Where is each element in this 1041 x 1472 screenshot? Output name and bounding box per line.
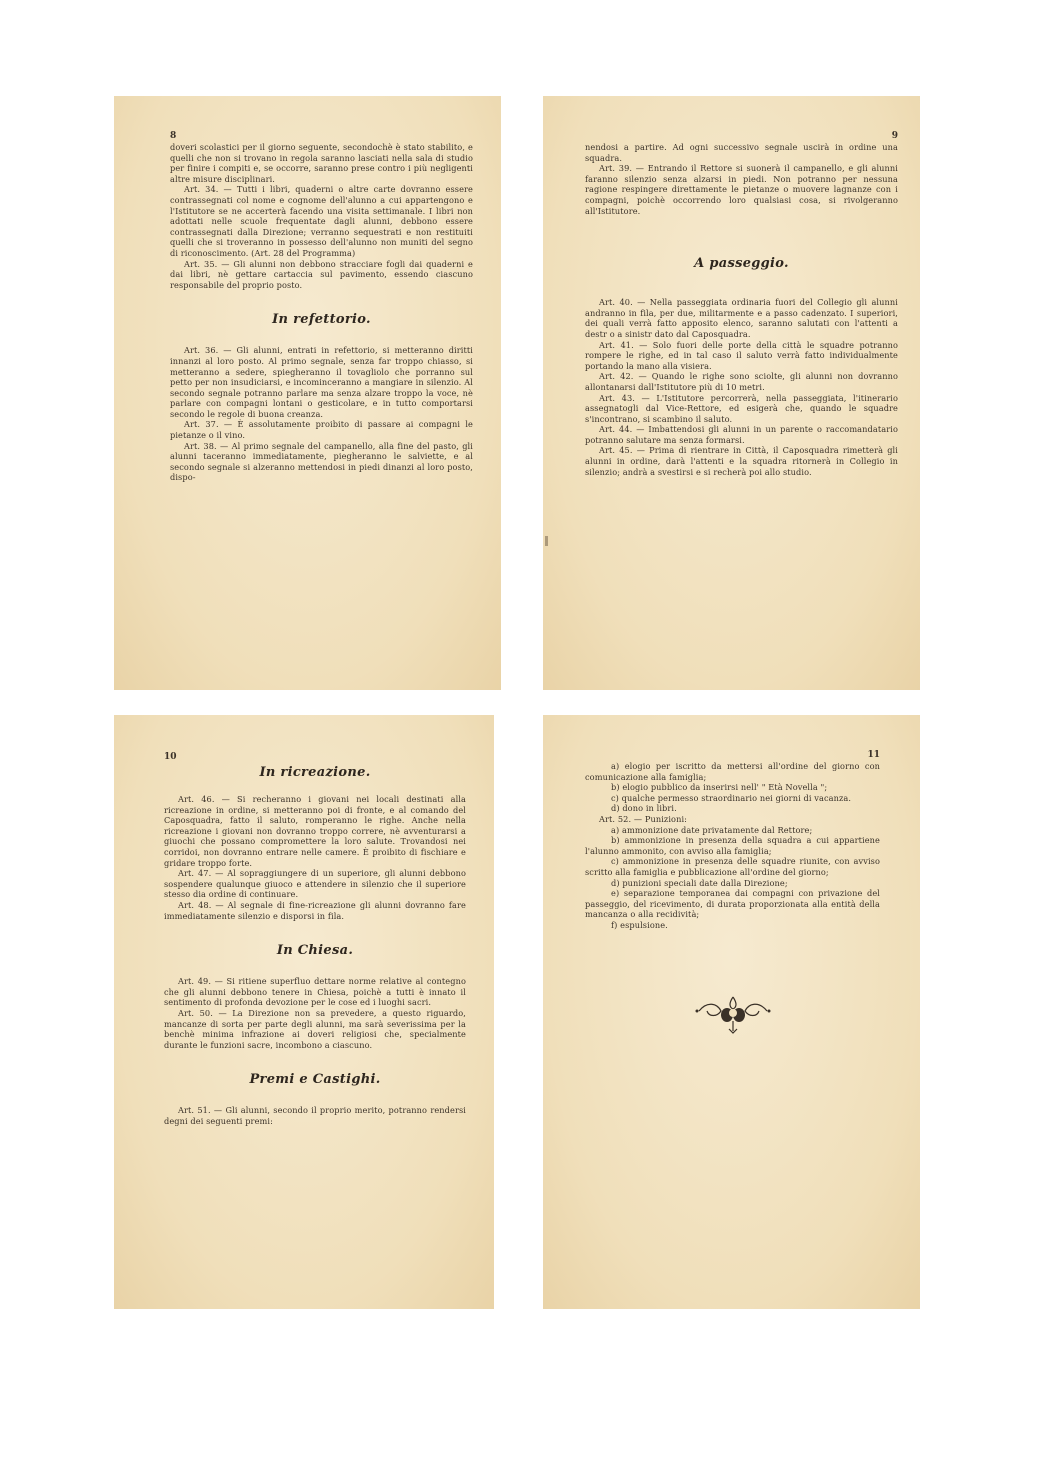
paragraph: doveri scolastici per il giorno seguente, secondochè è stato stabilito, e quelli che non si trovano in regola saranno lasciati nella sala di studio per finire i compiti e, se occorre, saranno prese contro i più negligenti altre misure disciplinari. <box>170 142 473 184</box>
page-number: 9 <box>891 131 898 141</box>
article-39: Art. 39. — Entrando il Rettore si suonerà il campanello, e gli alunni faranno silenzio senza alzarsi in piedi. Non potranno per nessuna ragione respingere direttamente le pietanze o muovere lagnanze con i compagni, poichè occorrendo loro qualsiasi cosa, si rivolgeranno all'Istitutore. <box>585 163 898 216</box>
list-item: b) elogio pubblico da inserirsi nell' " Età Novella "; <box>611 782 828 793</box>
article-38: Art. 38. — Al primo segnale del campanello, alla fine del pasto, gli alunni taceranno immediatamente, piegheranno le salviette, e al secondo segnale si alzeranno mettendosi in piedi dinanzi al loro posto, dispo- <box>170 440 473 483</box>
article-51: Art. 51. — Gli alunni, secondo il proprio merito, potranno rendersi degni dei seguenti premi: <box>164 1105 466 1126</box>
section-heading-premi-castighi: Premi e Castighi. <box>249 1072 381 1088</box>
page-8-body <box>170 142 473 483</box>
page-number: 8 <box>170 131 177 141</box>
page-11 <box>543 715 920 1309</box>
section-heading-passeggio: A passeggio. <box>694 256 789 272</box>
article-36: Art. 36. — Gli alunni, entrati in refettorio, si metteranno diritti innanzi al loro posto. Al primo segnale, senza far troppo chiasso, si metteranno a sedere, spiegheranno il tovagliolo che porranno sul petto per non insudiciarsi, e incominceranno a mangiare in silenzio. Al secondo segnale potranno parlare ma senza alzare troppo la voce, nè parlare con compagni lontani o gesticolare, e in tutto comportarsi secondo le regole di buona creanza. <box>170 345 473 419</box>
article-49: Art. 49. — Si ritiene superfluo dettare norme relative al contegno che gli alunni debbono tenere in Chiesa, poichè a tutti è innato il sentimento di profonda devozione per le cose ed i luoghi sacri. <box>164 976 466 1008</box>
article-40: Art. 40. — Nella passeggiata ordinaria fuori del Collegio gli alunni andranno in fila, per due, militarmente e a passo cadenzato. I superiori, dei quali verrà fatto apposito elenco, saranno salutati con l'attenti a destr o a sinistr dato dal Caposquadra. <box>585 297 898 339</box>
article-35: Art. 35. — Gli alunni non debbono stracciare fogli dai quaderni e dai libri, nè gettare cartaccia sul pavimento, essendo ciascuno responsabile del proprio posto. <box>170 258 473 290</box>
list-item: b) ammonizione in presenza della squadra a cui appartiene l'alunno ammonito, con avviso alla famiglia; <box>585 835 880 856</box>
page-number: 11 <box>867 750 880 760</box>
page-number: 10 <box>164 752 177 762</box>
floral-ornament-icon <box>693 991 773 1035</box>
article-43: Art. 43. — L'Istitutore percorrerà, nella passeggiata, l'itinerario assegnatogli dal Vice-Rettore, ed esigerà che, quando le squadre s'incontrano, si scambino il saluto. <box>585 392 898 424</box>
article-45: Art. 45. — Prima di rientrare in Città, il Caposquadra rimetterà gli alunni in ordine, darà l'attenti e la squadra ritornerà in Collegio in silenzio; andrà a svestirsi e si recherà poi allo studio. <box>585 445 898 477</box>
article-50: Art. 50. — La Direzione non sa prevedere, a questo riguardo, mancanze di sorta per parte degli alunni, ma sarà severissima per la benchè minima infrazione ai doveri religiosi che, specialmente durante le funzioni sacre, incombono a ciascuno. <box>164 1007 466 1050</box>
article-42: Art. 42. — Quando le righe sono sciolte, gli alunni non dovranno allontanarsi dall'Istitutore più di 10 metri. <box>585 371 898 392</box>
list-item: c) qualche permesso straordinario nei giorni di vacanza. <box>611 792 852 803</box>
page-10 <box>114 715 494 1309</box>
list-item: c) ammonizione in presenza delle squadre riunite, con avviso scritto alla famiglia e pubblicazione all'ordine del giorno; <box>585 856 880 877</box>
page-11-body <box>585 761 880 931</box>
article-37: Art. 37. — È assolutamente proibito di passare ai compagni le pietanze o il vino. <box>170 419 473 441</box>
page-9-body <box>585 142 898 477</box>
page-10-body <box>164 765 466 1126</box>
list-item: d) dono in libri. <box>611 803 677 814</box>
list-item: e) separazione temporanea dai compagni con privazione del passeggio, del ricevimento, di durata proporzionata alla entità della mancanza o alla recidività; <box>585 888 880 920</box>
article-48: Art. 48. — Al segnale di fine-ricreazione gli alunni dovranno fare immediatamente silenzio e disporsi in fila. <box>164 899 466 921</box>
article-44: Art. 44. — Imbattendosi gli alunni in un parente o raccomandatario potranno salutare ma senza formarsi. <box>585 424 898 445</box>
list-item: d) punizioni speciali date dalla Direzione; <box>611 877 788 888</box>
page-8 <box>114 96 501 690</box>
section-heading-ricreazione: In ricreazione. <box>259 765 371 780</box>
binding-mark <box>545 536 548 546</box>
article-41: Art. 41. — Solo fuori delle porte della città le squadre potranno rompere le righe, ed in tal caso il saluto verrà fatto individualmente portando la mano alla visiera. <box>585 339 898 371</box>
article-52: Art. 52. — Punizioni: <box>599 813 688 824</box>
paragraph: nendosi a partire. Ad ogni successivo segnale uscirà in ordine una squadra. <box>585 142 898 163</box>
list-item: a) elogio per iscritto da mettersi all'ordine del giorno con comunicazione alla famiglia; <box>585 761 880 782</box>
list-item: a) ammonizione date privatamente dal Rettore; <box>611 824 813 835</box>
list-item: f) espulsione. <box>611 919 668 930</box>
section-heading-chiesa: In Chiesa. <box>276 943 354 959</box>
page-9 <box>543 96 920 690</box>
section-heading-refettorio: In refettorio. <box>272 312 371 328</box>
article-47: Art. 47. — Al sopraggiungere di un superiore, gli alunni debbono sospendere qualunque giuoco e attendere in silenzio che il superiore stesso dia ordine di continuare. <box>164 868 466 900</box>
article-34: Art. 34. — Tutti i libri, quaderni o altre carte dovranno essere contrassegnati col nome e cognome dell'alunno a cui appartengono e l'Istitutore se ne accerterà facendo una visita settimanale. I libri non adottati nelle scuole frequentate dagli alunni, debbono essere contrassegnati dalla Direzione; verranno sequestrati e non restituiti quelli che si troveranno in possesso dell'alunno non muniti del segno di riconoscimento. (Art. 28 del Programma) <box>170 184 473 258</box>
article-46: Art. 46. — Si recheranno i giovani nei locali destinati alla ricreazione in ordine, si metteranno poi di fronte, e al comando del Caposquadra, fatto il saluto, romperanno le righe. Anche nella ricreazione i giovani non dovranno troppo correre, nè avventurarsi a giuochi che possano compromettere la loro salute. Trovandosi nei corridoi, non dovranno entrare nelle camere. È proibito di fischiare e gridare troppo forte. <box>164 794 466 868</box>
